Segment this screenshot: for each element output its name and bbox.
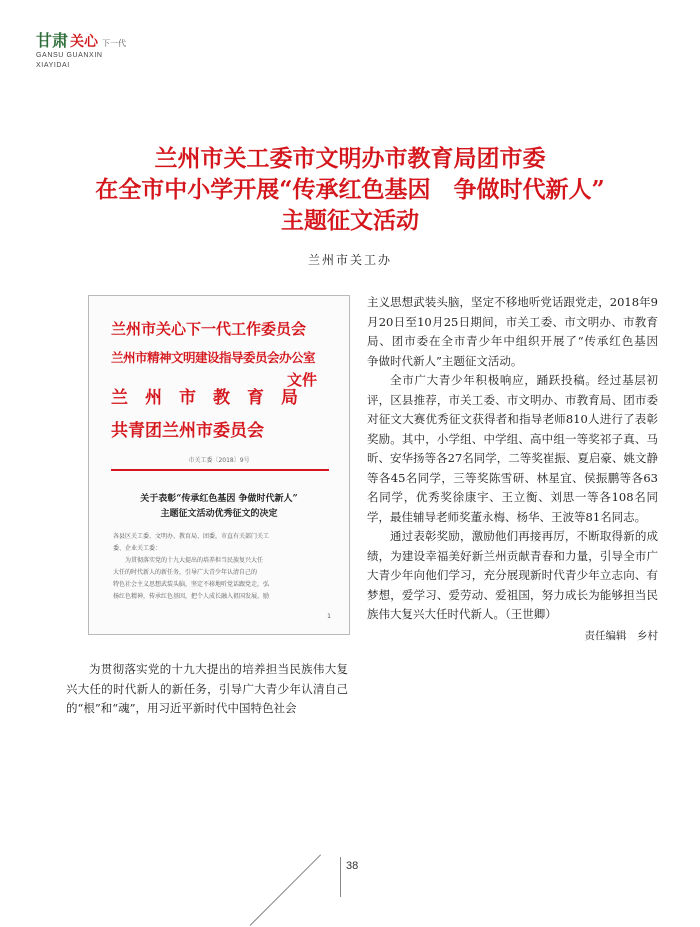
doc-body-line: 大任的时代新人的新任务，引导广大青少年认清自己的 (113, 569, 258, 576)
article-paragraph: 全市广大青少年积极响应，踊跃投稿。经过基层初评，区县推荐，市关工委、市文明办、市教育局、团市委对征文大赛优秀征文获得者和指导老师810人进行了表彰奖励。其中，小学组、中学组、高中组一等奖祁子真、马昕、安华扬等各27名同学，二等奖崔振、夏启豪、姚文静等各45名同学，三等奖陈雪研、林星宜、侯振鹏等各63名同学，优秀奖徐康宇、王立衡、刘思一等各108名同学，最佳辅导老师奖董永梅、杨华、王波等81名同志。 (367, 373, 658, 524)
logo-pinyin-line2: XIAYIDAI (36, 62, 70, 69)
title-line-3: 主题征文活动 (281, 207, 419, 234)
doc-number: 市关工委〔2018〕9号 (188, 457, 250, 464)
article-paragraph: 通过表彰奖励，激励他们再接再厉，不断取得新的成绩，为建设幸福美好新兰州贡献青春和力量，引导全市广大青少年向他们学习，充分展现新时代青少年立志向、有梦想，爱学习、爱劳动、爱祖国，努力成长为能够担当民族伟大复兴大任时代新人。（王世卿） (367, 529, 658, 621)
logo-text-xiayidai: 下一代 (102, 39, 127, 48)
article-paragraph: 主义思想武装头脑，坚定不移地听党话跟党走，2018年9月20日至10月25日期间，市关工委、市文明办、市教育局、团市委在全市青少年中组织开展了“传承红色基因 争做时代新人”主题征文活动。 (367, 295, 670, 368)
article-paragraph: 为贯彻落实党的十九大提出的培养担当民族伟大复兴大任的时代新人的新任务，引导广大青少年认清自己的“根”和“魂”，用习近平新时代中国特色社会 (66, 662, 348, 715)
article-title (40, 143, 660, 236)
doc-body-text (113, 531, 327, 603)
article-right-column (367, 293, 670, 646)
title-line-2: 在全市中小学开展“传承红色基因 争做时代新人” (95, 176, 605, 203)
title-line-1: 兰州市关工委市文明办市教育局团市委 (154, 145, 546, 172)
doc-body-line: 扬红色精神，传承红色基因，把个人成长融入祖国发展，励 (113, 593, 270, 600)
doc-title-line-1: 关于表彰“传承红色基因 争做时代新人” (140, 494, 298, 504)
logo-text-guanxin: 关心 (70, 34, 99, 50)
editor-credit: 责任编辑 乡村 (584, 629, 658, 642)
article-left-column (66, 660, 348, 719)
document-photo (88, 295, 350, 635)
article-byline: 兰州市关工办 (307, 253, 392, 267)
doc-body-line: 各县区关工委、文明办、教育局、团委，市直有关部门关工 (113, 533, 270, 540)
doc-body-line: 委、企业关工委： (113, 545, 162, 552)
footer-vertical-rule (340, 857, 341, 897)
doc-org-line-4: 共青团兰州市委员会 (111, 421, 264, 441)
doc-body-line: 为贯彻落实党的十九大提出的培养担当民族复兴大任 (125, 557, 264, 564)
doc-page-mark: 1 (327, 613, 331, 620)
doc-org-line-2: 兰州市精神文明建设指导委员会办公室 (111, 350, 316, 365)
magazine-logo (36, 28, 146, 84)
footer-diagonal-rule (250, 854, 321, 925)
logo-text-gansu: 甘肃 (36, 31, 69, 50)
doc-title-line-2: 主题征文活动优秀征文的决定 (160, 509, 278, 519)
doc-body-line: 特色社会主义思想武装头脑，坚定不移地听党话跟党走，弘 (113, 581, 270, 588)
doc-red-divider (111, 469, 329, 471)
page-number: 38 (346, 860, 359, 872)
doc-org-line-1: 兰州市关心下一代工作委员会 (111, 320, 307, 338)
doc-org-suffix: 文件 (287, 371, 318, 389)
logo-pinyin-line1: GANSU GUANXIN (36, 52, 103, 59)
doc-org-line-3: 兰 州 市 教 育 局 (111, 388, 298, 408)
